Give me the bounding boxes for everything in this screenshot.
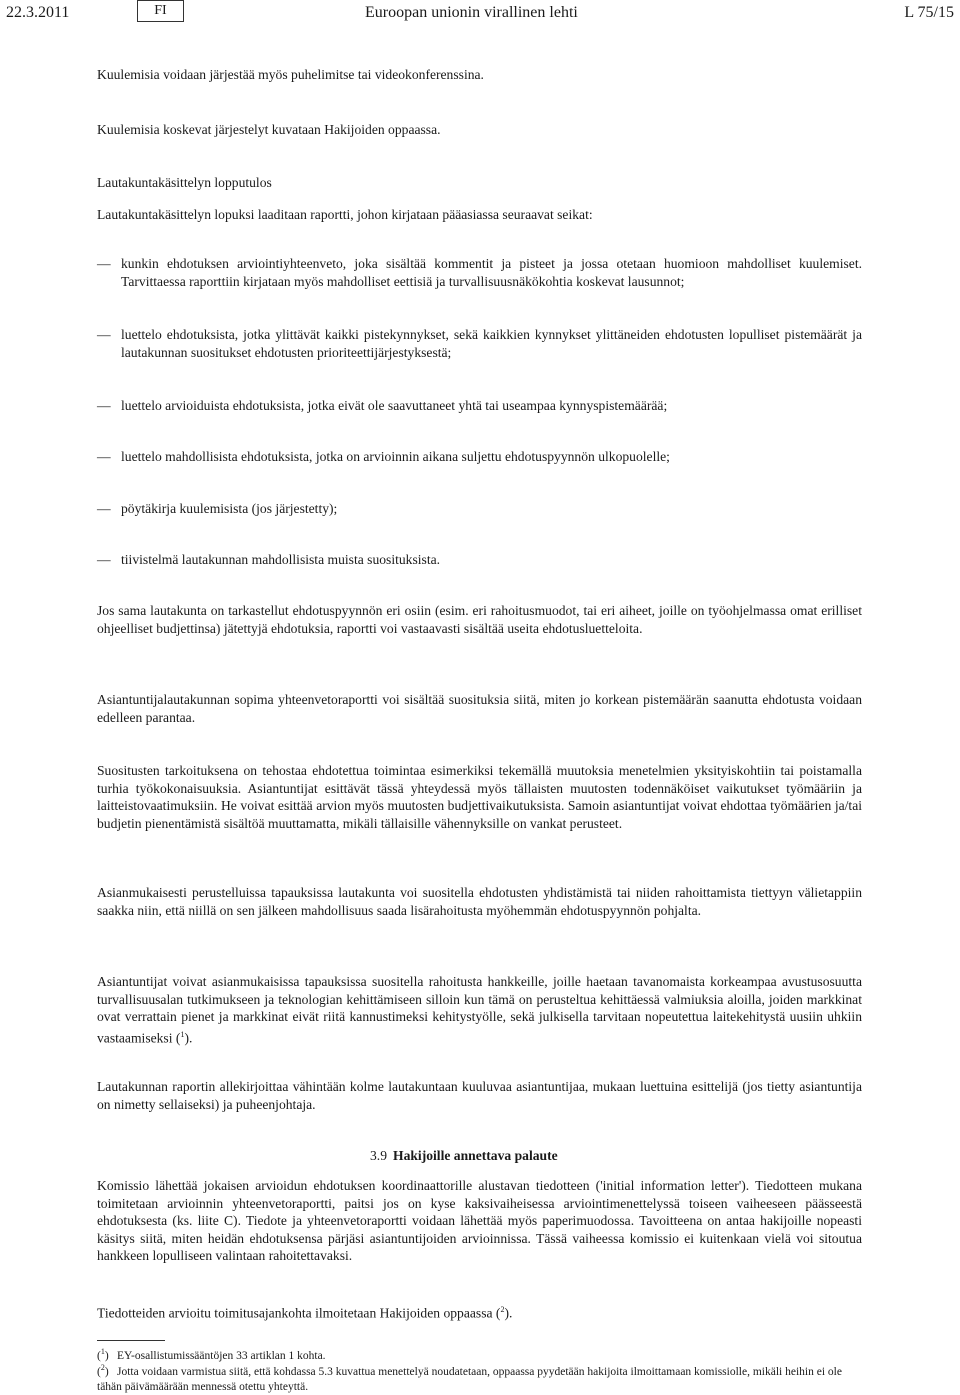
paragraph: Lautakuntakäsittelyn lopuksi laaditaan raportti, johon kirjataan pääasiassa seuraavat seikat: bbox=[97, 207, 593, 222]
dash-bullet: — bbox=[97, 552, 111, 567]
section-number: 3.9 bbox=[370, 1148, 387, 1163]
paragraph: Asianmukaisesti perustelluissa tapauksissa lautakunta voi suositella ehdotusten yhdistämistä tai niiden rahoittamista tiettyyn välietappiin saakka niin, että niillä on sen jälkeen mahdollisuus saada lisärahoitusta myöhemmän ehdotuspyynnön pohjalta. bbox=[97, 885, 862, 918]
list-item: — luettelo mahdollisista ehdotuksista, jotka on arvioinnin aikana suljettu ehdotuspyynnön ulkopuolelle; bbox=[97, 449, 670, 464]
language-badge: FI bbox=[137, 0, 184, 22]
dash-bullet: — bbox=[97, 449, 111, 464]
paragraph: Komissio lähettää jokaisen arvioidun ehdotuksen koordinaattorille alustavan tiedotteen ('initial information letter'). Tiedotteen mukana toimitetaan arvioinnin yhteenvetoraportti, paitsi jos on kyse kaksivaiheisessa arviointimenettelyssä toiseen vaiheeseen päässeestä ehdotuksesta (ks. liite C). Tiedote ja yhteenvetoraportti voidaan lähettää myös paperimuodossa. Tavoitteena on antaa hakijoille nopeasti käsitys siitä, miten heidän ehdotuksensa pärjäsi asiantuntijoiden arvioinnissa. Tässä vaiheessa komissio ei kuitenkaan vielä voi sitoutua hankkeen lopulliseen valintaan rahoitettavaksi. bbox=[97, 1178, 862, 1264]
section-heading bbox=[370, 1148, 558, 1164]
paragraph: Tiedotteiden arvioitu toimitusajankohta ilmoitetaan Hakijoiden oppaassa ($^2$). bbox=[97, 1305, 513, 1321]
footnote: ($^2$) Jotta voidaan varmistua siitä, että kohdassa 5.3 kuvattua menettelyä noudatetaan, oppaassa pyydetään hakijoita ilmoittamaan komissiolle, mikäli heihin ei ole tähän päivämäärään mennessä otettu yhteyttä. bbox=[97, 1363, 842, 1393]
list-item: — kunkin ehdotuksen arviointiyhteenveto, joka sisältää kommentit ja pisteet ja jossa otetaan huomioon mahdolliset kuulemiset. Tarvittaessa raporttiin kirjataan myös mahdolliset eettisiä ja turvallisuusnäkökohtia koskevat lausunnot; bbox=[97, 256, 862, 289]
list-item: — luettelo ehdotuksista, jotka ylittävät kaikki pistekynnykset, sekä kaikkien kynnykset ylittäneiden ehdotusten lopulliset pistemäärät ja lautakunnan suositukset ehdotusten prioriteettijärjestyksestä; bbox=[97, 327, 862, 360]
page-header bbox=[0, 0, 960, 30]
paragraph: Jos sama lautakunta on tarkastellut ehdotuspyynnön eri osiin (esim. eri rahoitusmuodot, tai eri aiheet, joille on työohjelmassa omat erilliset ohjeelliset budjettinsa) jätettyjä ehdotuksia, raportti voi vastaavasti sisältää useita ehdotusluetteloita. bbox=[97, 603, 862, 636]
footnote-divider bbox=[97, 1340, 165, 1341]
paragraph: Kuulemisia voidaan järjestää myös puhelimitse tai videokonferenssina. bbox=[97, 67, 484, 82]
paragraph: Asiantuntijat voivat asianmukaisissa tapauksissa suositella rahoitusta hankkeille, joille haetaan tavanomaista korkeampaa avustusosuutta turvallisuusalan tutkimukseen ja teknologian kehittämiseen silloin kun tämä on perusteltua kehittäessä valmiuksia aloilla, joiden markkinat ovat verrattain pienet ja markkinat eivät riitä kannustimeksi kehitystyölle, sekä julkisella tarvitaan nopeutettua laitekehitystä uusiin uhkiin vastaamiseksi ($^1$). bbox=[97, 974, 862, 1046]
footnote: ($^1$) EY-osallistumissääntöjen 33 artiklan 1 kohta. bbox=[97, 1347, 326, 1362]
dash-bullet: — bbox=[97, 327, 111, 342]
paragraph: Kuulemisia koskevat järjestelyt kuvataan Hakijoiden oppaassa. bbox=[97, 122, 441, 137]
list-item: — tiivistelmä lautakunnan mahdollisista muista suosituksista. bbox=[97, 552, 441, 567]
paragraph: Suositusten tarkoituksena on tehostaa ehdotettua toimintaa esimerkiksi tekemällä muutoksia menetelmien yksityiskohtiin tai poistamalla turhia työkokonaisuuksia. Asiantuntijat esittävät tässä yhteydessä myös tällaisten muutosten todennäköiset vaikutukset työmääriin ja laitteistovaatimuksiin. He voivat esittää arvion myös muutosten budjettivaikutuksista. Samoin asiantuntijat voivat ehdottaa työmäärien ja/tai budjetin pienentämistä sisältöä muuttamatta, mikäli tällaisille vähennyksille on vankat perusteet. bbox=[97, 763, 862, 831]
subheading: Lautakuntakäsittelyn lopputulos bbox=[97, 175, 272, 190]
header-date: 22.3.2011 bbox=[6, 4, 70, 21]
list-item: — pöytäkirja kuulemisista (jos järjestetty); bbox=[97, 501, 338, 516]
page-number: L 75/15 bbox=[904, 4, 954, 21]
dash-bullet: — bbox=[97, 398, 111, 413]
list-item: — luettelo arvioiduista ehdotuksista, jotka eivät ole saavuttaneet yhtä tai useampaa kynnyspistemäärää; bbox=[97, 398, 668, 413]
footnote-ref[interactable]: 2 bbox=[500, 1305, 505, 1314]
paragraph: Lautakunnan raportin allekirjoittaa vähintään kolme lautakuntaan kuuluvaa asiantuntijaa, mukaan luettuina esittelijä (jos tietty asiantuntija on nimetty sellaiseksi) ja puheenjohtaja. bbox=[97, 1079, 862, 1112]
dash-bullet: — bbox=[97, 256, 111, 271]
journal-title: Euroopan unionin virallinen lehti bbox=[365, 4, 578, 21]
footnote-ref[interactable]: 1 bbox=[180, 1029, 185, 1039]
section-title: Hakijoille annettava palaute bbox=[393, 1148, 558, 1163]
dash-bullet: — bbox=[97, 501, 111, 516]
paragraph: Asiantuntijalautakunnan sopima yhteenvetoraportti voi sisältää suosituksia siitä, miten jo korkean pistemäärän saanutta ehdotusta voidaan edelleen parantaa. bbox=[97, 692, 862, 725]
